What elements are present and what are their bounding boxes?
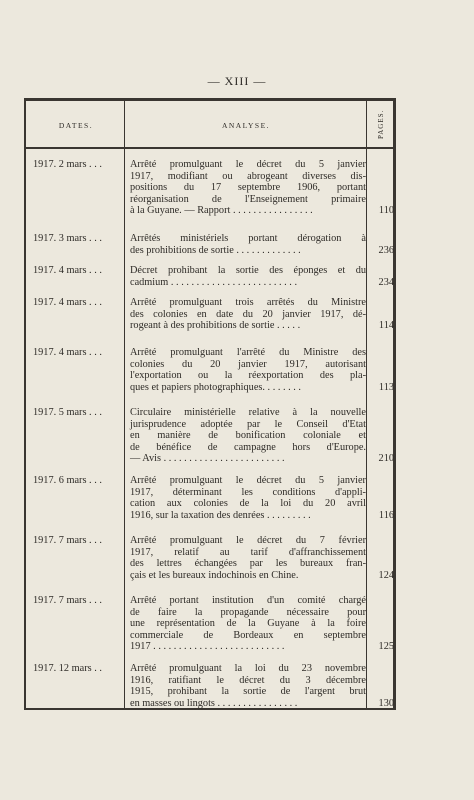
- entry-analyse-line: des lettres échangées par les bureaux fran-: [130, 558, 366, 570]
- entry-analyse-line: colonies du 20 janvier 1917, autorisant: [130, 358, 366, 370]
- entry-analyse-line: Circulaire ministérielle relative à la nouvelle: [130, 407, 366, 418]
- page-number: — XIII —: [207, 74, 267, 88]
- entry-analyse: [130, 159, 366, 217]
- entry-analyse-line: jurisprudence adoptée par le Conseil d'Etat: [130, 418, 366, 430]
- entry-page: 116: [378, 509, 394, 521]
- entry-page: 236: [378, 244, 394, 256]
- entry-analyse-line: Arrêté promulguant le décret du 5 janvier: [130, 159, 366, 170]
- entry-analyse-line: de bénéfice de campagne hors d'Europe.: [130, 441, 366, 453]
- entry-analyse-line: Arrêté promulguant le décret du 5 janvier: [130, 475, 366, 486]
- entry-analyse-line: 1916, sur la taxation des denrées . . . . . . . . .: [130, 509, 311, 521]
- entry-page: 210: [378, 453, 394, 465]
- entry-analyse: [130, 663, 366, 709]
- entry-analyse-line: 1917 . . . . . . . . . . . . . . . . . . . . . . . . . .: [130, 641, 285, 653]
- entry-analyse-line: 1917, modifiant ou abrogeant diverses dis-: [130, 170, 366, 182]
- entry-analyse-line: Arrêté promulguant le décret du 7 février: [130, 535, 366, 546]
- entry-analyse-line: cadmium . . . . . . . . . . . . . . . . . . . . . . . . .: [130, 276, 298, 288]
- entry-page: 125: [378, 641, 394, 653]
- entry-analyse-line: Décret prohibant la sortie des éponges et du: [130, 265, 366, 276]
- entry-analyse: [130, 233, 366, 256]
- entry-analyse-line: réorganisation de l'Enseignement primaire: [130, 193, 366, 205]
- entry-date: 1917. 4 mars . . .: [33, 265, 102, 276]
- entry-analyse-line: çais et les bureaux indochinois en Chine.: [130, 569, 299, 581]
- entry-analyse: [130, 535, 366, 581]
- entry-analyse: [130, 297, 366, 332]
- entry-date: 1917. 4 mars . . .: [33, 347, 102, 358]
- entry-page: 124: [378, 569, 394, 581]
- entry-date: 1917. 4 mars . . .: [33, 297, 102, 308]
- header-dates: DATES.: [58, 121, 94, 130]
- entry-analyse-line: des prohibitions de sortie . . . . . . . . . . . . .: [130, 244, 301, 256]
- entry-analyse-line: en masses ou lingots . . . . . . . . . . . . . . . .: [130, 697, 298, 709]
- entry-date: 1917. 12 mars . .: [33, 663, 102, 674]
- entry-analyse-line: en manière de bonification coloniale et: [130, 430, 366, 442]
- entry-page: 130: [378, 697, 394, 709]
- entry-date: 1917. 2 mars . . .: [33, 159, 102, 170]
- entry-analyse-line: Arrêté portant institution d'un comité chargé: [130, 595, 366, 606]
- entry-analyse: [130, 265, 366, 288]
- entry-analyse-line: Arrêté promulguant trois arrêtés du Ministre: [130, 297, 366, 308]
- entry-analyse-line: 1917, déterminant les conditions d'appli-: [130, 486, 366, 498]
- entry-analyse-line: de faire la propagande nécessaire pour: [130, 606, 366, 618]
- entry-page: 234: [378, 276, 394, 288]
- entry-analyse-line: rogeant à des prohibitions de sortie . . . . .: [130, 320, 301, 332]
- entry-analyse-line: positions du 17 septembre 1906, portant: [130, 182, 366, 194]
- entry-date: 1917. 6 mars . . .: [33, 475, 102, 486]
- entry-analyse: [130, 347, 366, 393]
- column-divider-pages: [366, 101, 367, 708]
- entry-analyse-line: Arrêté promulguant l'arrêté du Ministre des: [130, 347, 366, 358]
- entry-date: 1917. 5 mars . . .: [33, 407, 102, 418]
- entry-analyse-line: à la Guyane. — Rapport . . . . . . . . . . . . . . . .: [130, 205, 313, 217]
- column-divider-dates: [124, 101, 125, 708]
- entry-page: 110: [378, 205, 394, 217]
- entry-analyse-line: une représentation de la Guyane à la foire: [130, 618, 366, 630]
- header-pages: PAGES.: [377, 109, 385, 139]
- entry-page: 114: [378, 320, 394, 332]
- entry-analyse: [130, 475, 366, 521]
- entry-analyse-line: ques et papiers photographiques. . . . . . . .: [130, 381, 302, 393]
- entry-analyse-line: cation aux colonies de la loi du 20 avril: [130, 498, 366, 510]
- entry-analyse-line: l'exportation ou la réexportation des pla-: [130, 370, 366, 382]
- entry-analyse-line: Arrêtés ministériels portant dérogation à: [130, 233, 366, 244]
- entry-analyse-line: Arrêté promulguant la loi du 23 novembre: [130, 663, 366, 674]
- entry-date: 1917. 7 mars . . .: [33, 595, 102, 606]
- entry-date: 1917. 3 mars . . .: [33, 233, 102, 244]
- entry-analyse-line: — Avis . . . . . . . . . . . . . . . . . . . . . . . .: [130, 453, 285, 465]
- entry-analyse-line: commerciale de Bordeaux en septembre: [130, 629, 366, 641]
- entry-analyse-line: 1915, prohibant la sortie de l'argent brut: [130, 686, 366, 698]
- index-table: [24, 98, 396, 710]
- entry-page: 113: [378, 381, 394, 393]
- entry-analyse: [130, 407, 366, 465]
- header-analyse: ANALYSE.: [221, 121, 271, 130]
- table-header: [26, 101, 393, 149]
- entry-analyse-line: 1917, relatif au tarif d'affranchissement: [130, 546, 366, 558]
- entry-analyse-line: 1916, ratifiant le décret du 3 décembre: [130, 674, 366, 686]
- entry-analyse-line: des colonies en date du 20 janvier 1917, dé-: [130, 308, 366, 320]
- entry-date: 1917. 7 mars . . .: [33, 535, 102, 546]
- entry-analyse: [130, 595, 366, 653]
